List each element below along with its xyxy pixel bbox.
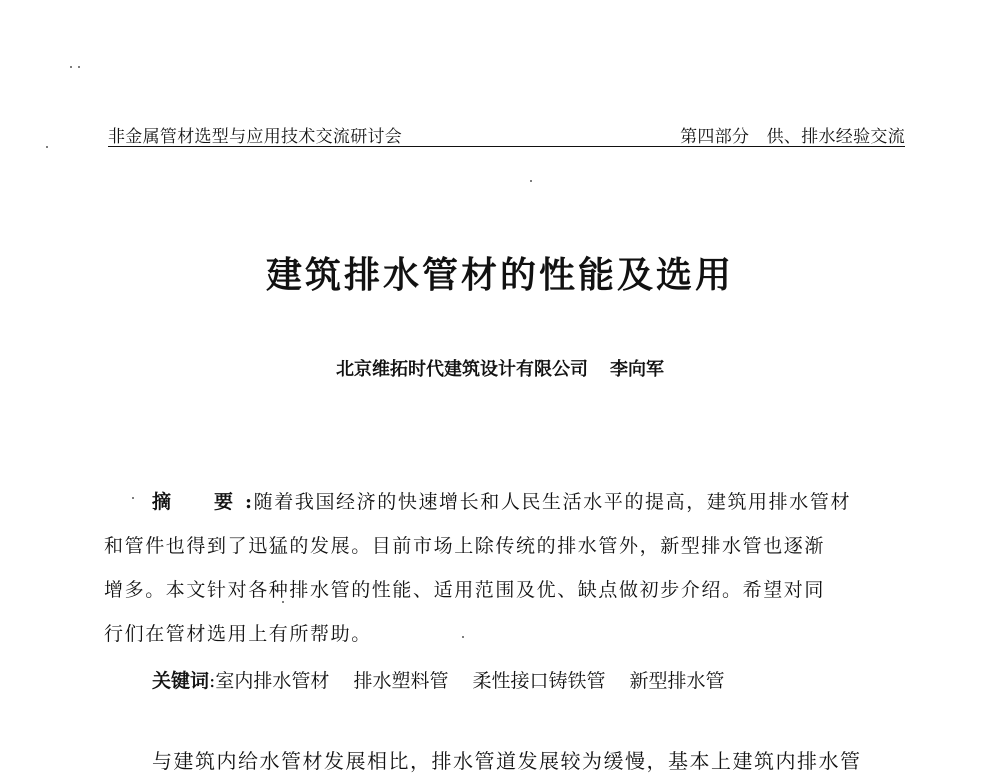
abstract-line-3: 增多。本文针对各种排水管的性能、适用范围及优、缺点做初步介绍。希望对同: [104, 579, 826, 601]
abstract-text-1: 随着我国经济的快速增长和人民生活水平的提高，建筑用排水管材: [253, 491, 852, 513]
abstract-label: 摘 要: [152, 491, 246, 513]
scan-speck: [132, 497, 134, 499]
keyword-item: 柔性接口铸铁管: [472, 670, 606, 692]
byline: [0, 355, 1000, 381]
scan-speck: [78, 66, 80, 68]
running-header-right: 第四部分 供、排水经验交流: [680, 127, 905, 147]
abstract-line-2: 和管件也得到了迅猛的发展。目前市场上除传统的排水管外，新型排水管也逐渐: [104, 535, 826, 557]
keywords-label: 关键词: [152, 670, 210, 692]
keyword-item: 新型排水管: [629, 670, 725, 692]
keyword-item: 室内排水管材: [215, 670, 330, 692]
body-paragraph-start: 与建筑内给水管材发展相比，排水管道发展较为缓慢，基本上建筑内排水管: [152, 749, 862, 773]
author-organization: 北京维拓时代建筑设计有限公司: [336, 359, 588, 380]
header-divider: [108, 146, 905, 147]
scan-speck: [462, 636, 464, 638]
keywords-line: [152, 666, 748, 693]
scan-speck: [70, 66, 72, 68]
keyword-item: 排水塑料管: [353, 670, 449, 692]
keywords-colon: :: [209, 670, 216, 692]
abstract-line-4: 行们在管材选用上有所帮助。: [104, 623, 372, 645]
author-name: 李向军: [610, 359, 664, 380]
scan-speck: [282, 601, 284, 603]
scan-speck: [530, 180, 532, 182]
abstract-line-1: [152, 487, 851, 514]
abstract-colon: :: [245, 491, 254, 513]
running-header-left: 非金属管材选型与应用技术交流研讨会: [108, 127, 403, 147]
scan-speck: [46, 146, 48, 148]
paper-title: 建筑排水管材的性能及选用: [265, 255, 734, 296]
